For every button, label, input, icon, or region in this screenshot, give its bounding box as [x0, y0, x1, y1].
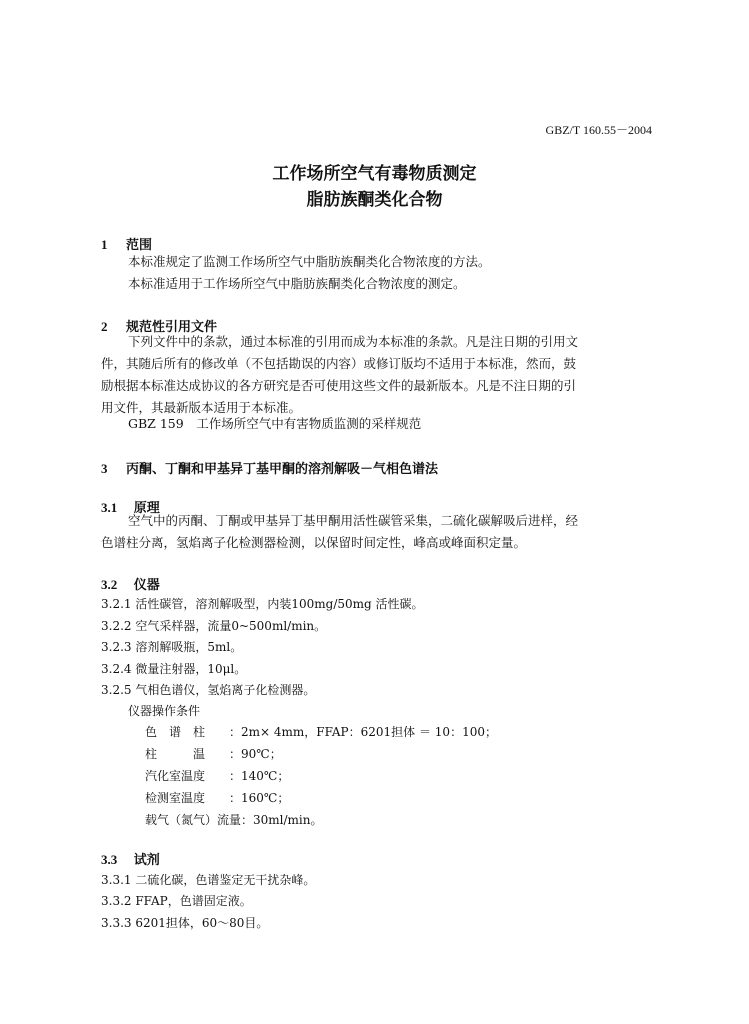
standard-number: GBZ/T 160.55－2004: [545, 123, 652, 137]
section-number: 3.3: [101, 852, 118, 867]
section-title: 范围: [126, 238, 153, 253]
section-number: 3: [101, 461, 108, 476]
list-item: 3.2.5 气相色谱仪，氢焰离子化检测器。: [101, 683, 316, 697]
condition-row: [145, 745, 282, 762]
condition-row: [145, 811, 323, 828]
conditions-title: 仪器操作条件: [128, 704, 201, 718]
condition-value: ：160℃；: [229, 791, 290, 805]
condition-label: 检测室温度: [145, 791, 206, 805]
section-number: 3.2: [101, 577, 118, 592]
subsection-3-3-heading: [101, 849, 160, 868]
subsection-3-1-paragraph: [101, 510, 657, 554]
section-title: 规范性引用文件: [126, 320, 218, 335]
section-title: 丙酮、丁酮和甲基异丁基甲酮的溶剂解吸－气相色谱法: [126, 462, 439, 477]
paragraph-line: 件，其随后所有的修改单（不包括勘误的内容）或修订版均不适用于本标准，然而，鼓: [101, 356, 577, 371]
paragraph-line: 本标准规定了监测工作场所空气中脂肪族酮类化合物浓度的方法。: [128, 254, 491, 269]
condition-row: [145, 723, 497, 740]
section-title: 仪器: [133, 578, 160, 593]
condition-value: ：140℃；: [229, 769, 290, 783]
section-title: 试剂: [133, 853, 160, 868]
list-item: 3.2.1 活性碳管，溶剂解吸型，内装100mg/50mg 活性碳。: [101, 597, 424, 611]
paragraph-line: 用文件，其最新版本适用于本标准。: [101, 400, 302, 415]
normative-reference: GBZ 159 工作场所空气中有害物质监测的采样规范: [128, 416, 422, 431]
paragraph-line: 励根据本标准达成协议的各方研究是否可使用这些文件的最新版本。凡是不注日期的引: [101, 378, 577, 393]
condition-label: 载气（氮气）流量: [145, 813, 242, 827]
section-number: 1: [101, 237, 108, 252]
paragraph-line: 本标准适用于工作场所空气中脂肪族酮类化合物浓度的测定。: [128, 276, 466, 291]
document-title-line1: 工作场所空气有毒物质测定: [272, 164, 477, 184]
condition-label: 柱 温: [145, 747, 206, 761]
paragraph-line: 下列文件中的条款，通过本标准的引用而成为本标准的条款。凡是注日期的引用文: [128, 334, 579, 349]
list-item: 3.3.3 6201担体，60～80目。: [101, 916, 269, 930]
condition-label: 汽化室温度: [145, 769, 206, 783]
condition-value: ：2m× 4mm，FFAP：6201担体 ＝ 10：100；: [229, 725, 497, 739]
document-title-line2: 脂肪族酮类化合物: [306, 190, 443, 210]
list-item: 3.3.1 二硫化碳，色谱鉴定无干扰杂峰。: [101, 873, 316, 887]
condition-row: [145, 767, 289, 784]
section-3-heading: [101, 458, 438, 477]
subsection-3-2-heading: [101, 574, 160, 593]
list-item: 3.2.2 空气采样器，流量0~500ml/min。: [101, 619, 327, 633]
condition-value: ：30ml/min。: [241, 813, 323, 827]
section-title: 原理: [133, 501, 160, 516]
condition-row: [145, 789, 289, 806]
paragraph-line: 空气中的丙酮、丁酮或甲基异丁基甲酮用活性碳管采集，二硫化碳解吸后进样，经: [128, 513, 579, 528]
paragraph-line: 色谱柱分离，氢焰离子化检测器检测，以保留时间定性，峰高或峰面积定量。: [101, 535, 527, 550]
list-item: 3.2.3 溶剂解吸瓶，5ml。: [101, 640, 243, 654]
section-number: 3.1: [101, 500, 118, 515]
list-item: 3.2.4 微量注射器，10μl。: [101, 662, 247, 676]
condition-value: ：90℃；: [229, 747, 282, 761]
condition-label: 色 谱 柱: [145, 725, 206, 739]
section-number: 2: [101, 319, 108, 334]
section-2-paragraph: [101, 331, 657, 419]
section-1-heading: [101, 234, 152, 253]
list-item: 3.3.2 FFAP，色谱固定液。: [101, 894, 252, 908]
